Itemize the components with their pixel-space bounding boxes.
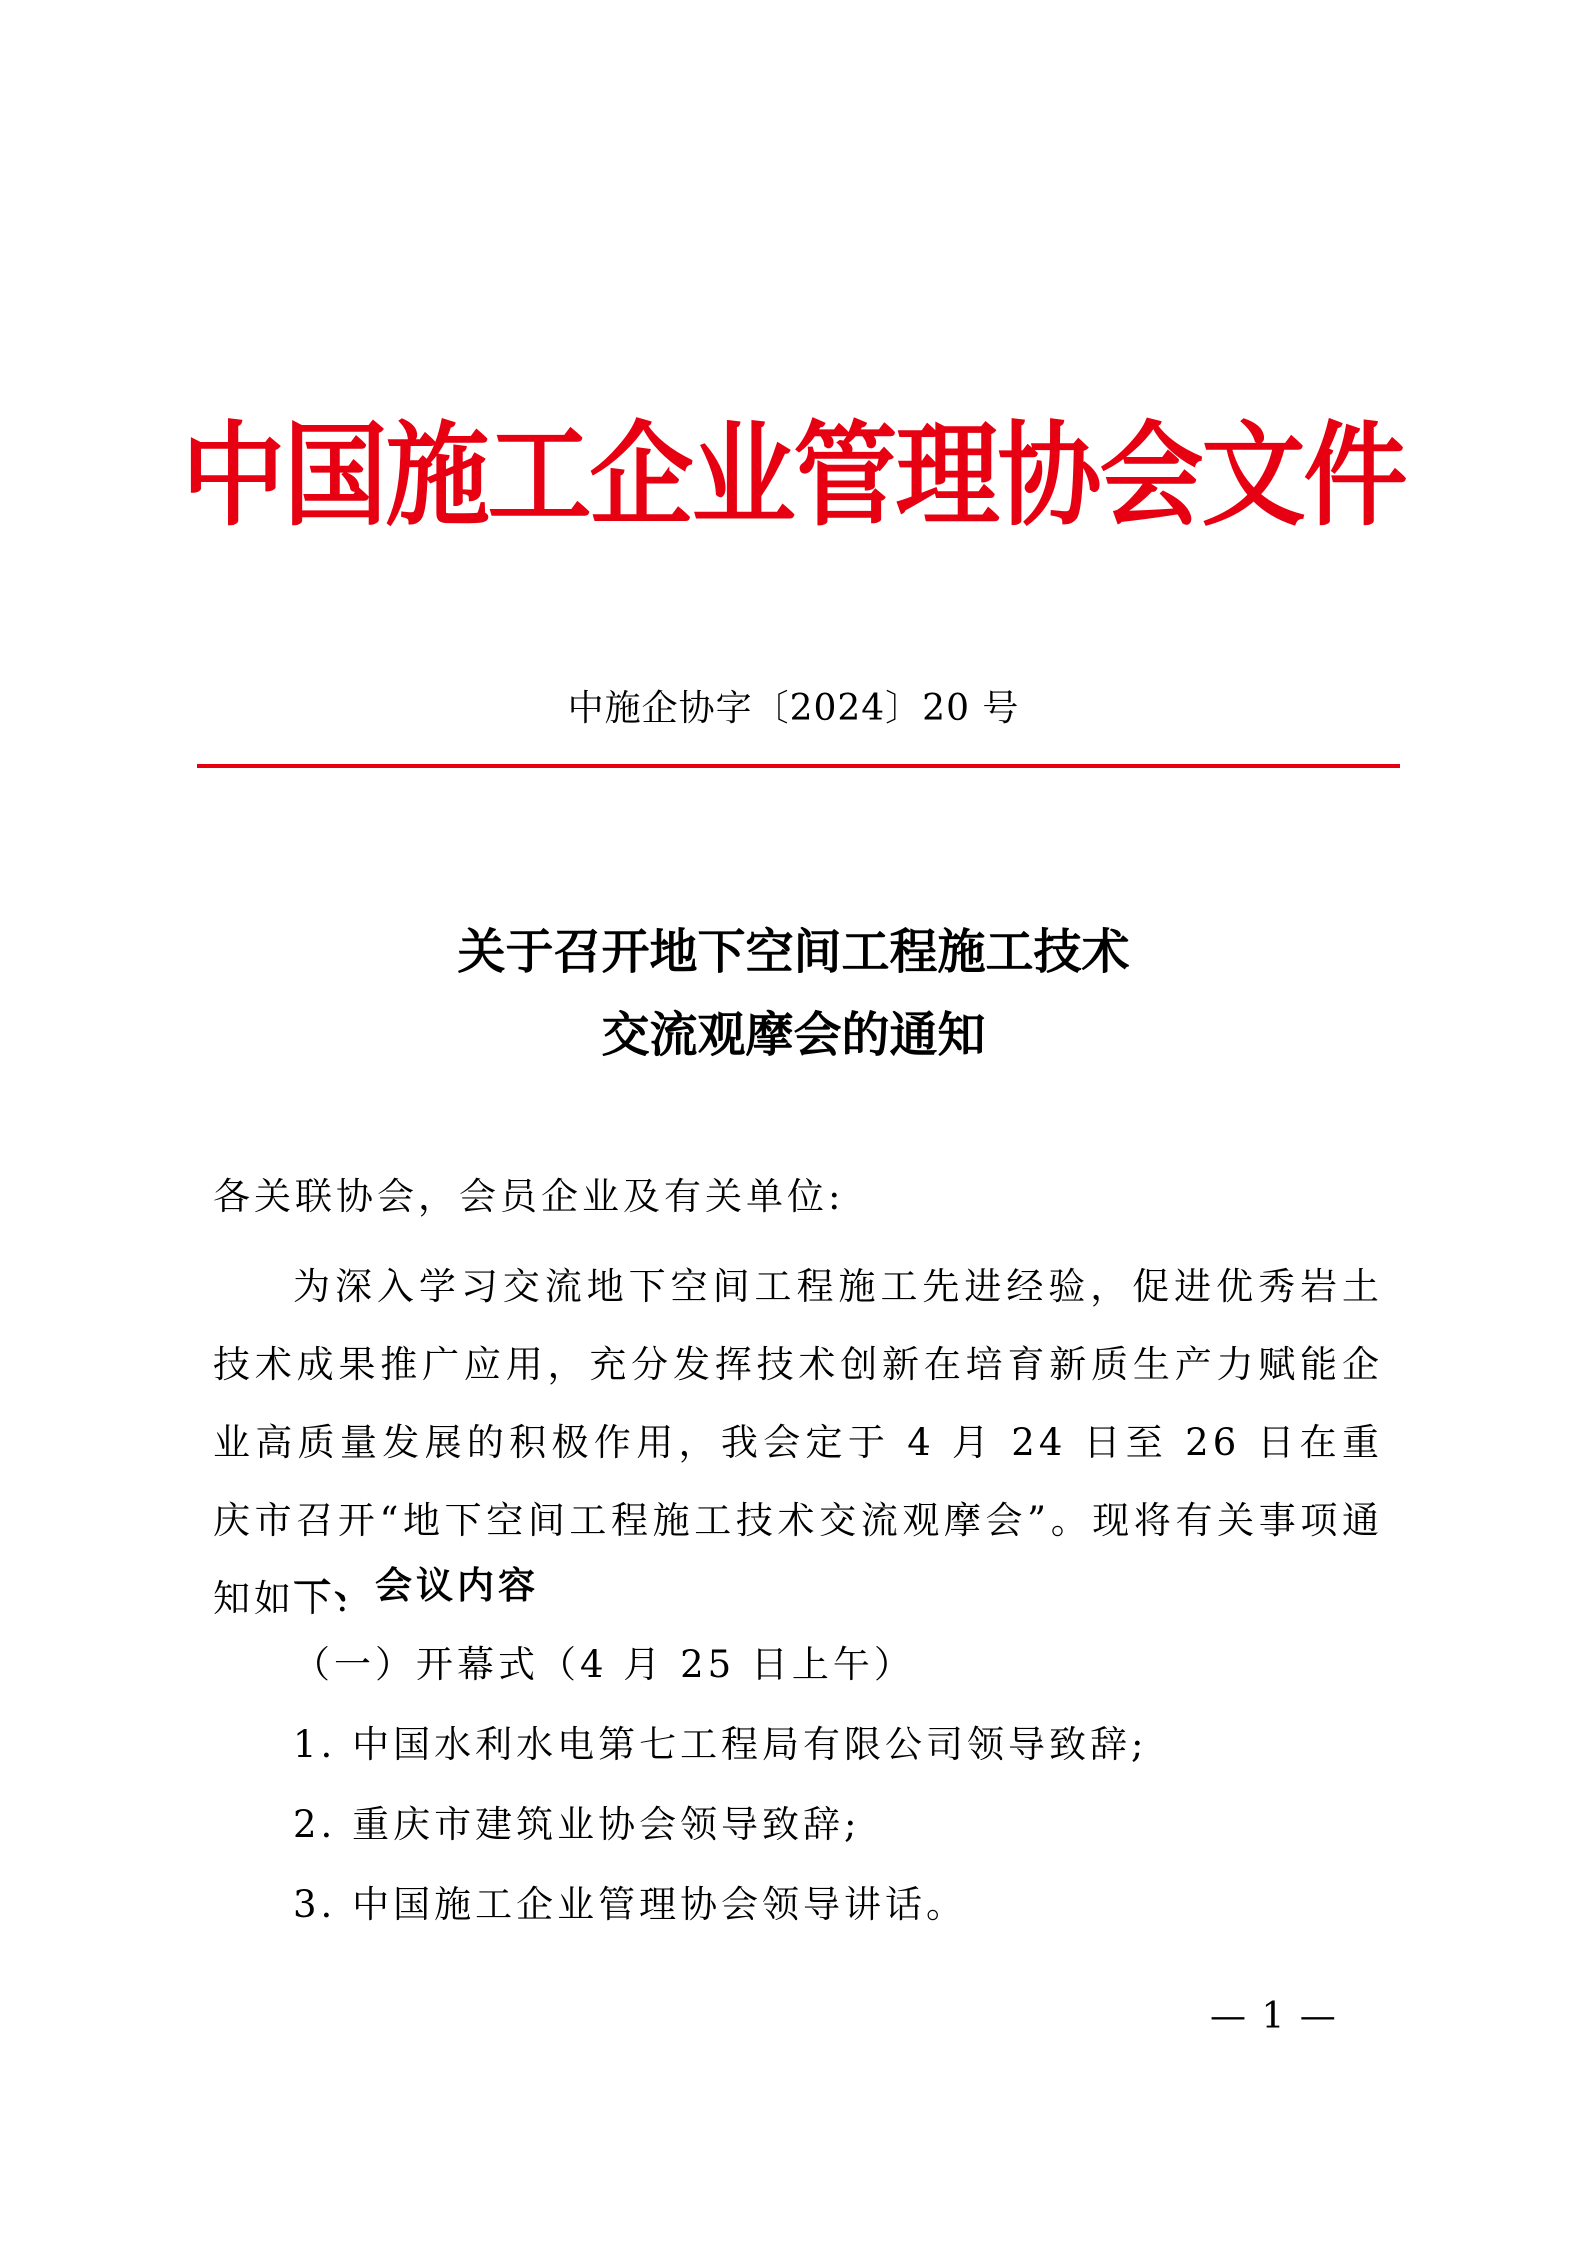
list-item: 1. 中国水利水电第七工程局有限公司领导致辞; xyxy=(293,1723,1148,1766)
notice-title-line-2: 交流观摩会的通知 xyxy=(601,1007,986,1063)
page-number: — 1 — xyxy=(1210,1996,1338,2037)
list-item: 3. 中国施工企业管理协会领导讲话。 xyxy=(293,1883,968,1926)
document-number: 中施企协字〔2024〕20 号 xyxy=(567,688,1020,729)
masthead-title: 中国施工企业管理协会文件 xyxy=(181,408,1406,542)
list-item: 2. 重庆市建筑业协会领导致辞; xyxy=(293,1803,861,1846)
sub-heading: （一）开幕式（4 月 25 日上午） xyxy=(293,1643,915,1686)
intro-paragraph: 为深入学习交流地下空间工程施工先进经验，促进优秀岩土技术成果推广应用，充分发挥技术创新在培育新质生产力赋能企业高质量发展的积极作用，我会定于 4 月 24 日至 26 日在重庆市召开“地下空间工程施工技术交流观摩会”。现将有关事项通知如下: xyxy=(213,1265,1383,1620)
section-heading: 一、会议内容 xyxy=(293,1563,539,1607)
red-divider-line xyxy=(197,764,1400,768)
notice-title-line-1: 关于召开地下空间工程施工技术 xyxy=(457,924,1130,980)
salutation: 各关联协会，会员企业及有关单位: xyxy=(213,1175,845,1218)
